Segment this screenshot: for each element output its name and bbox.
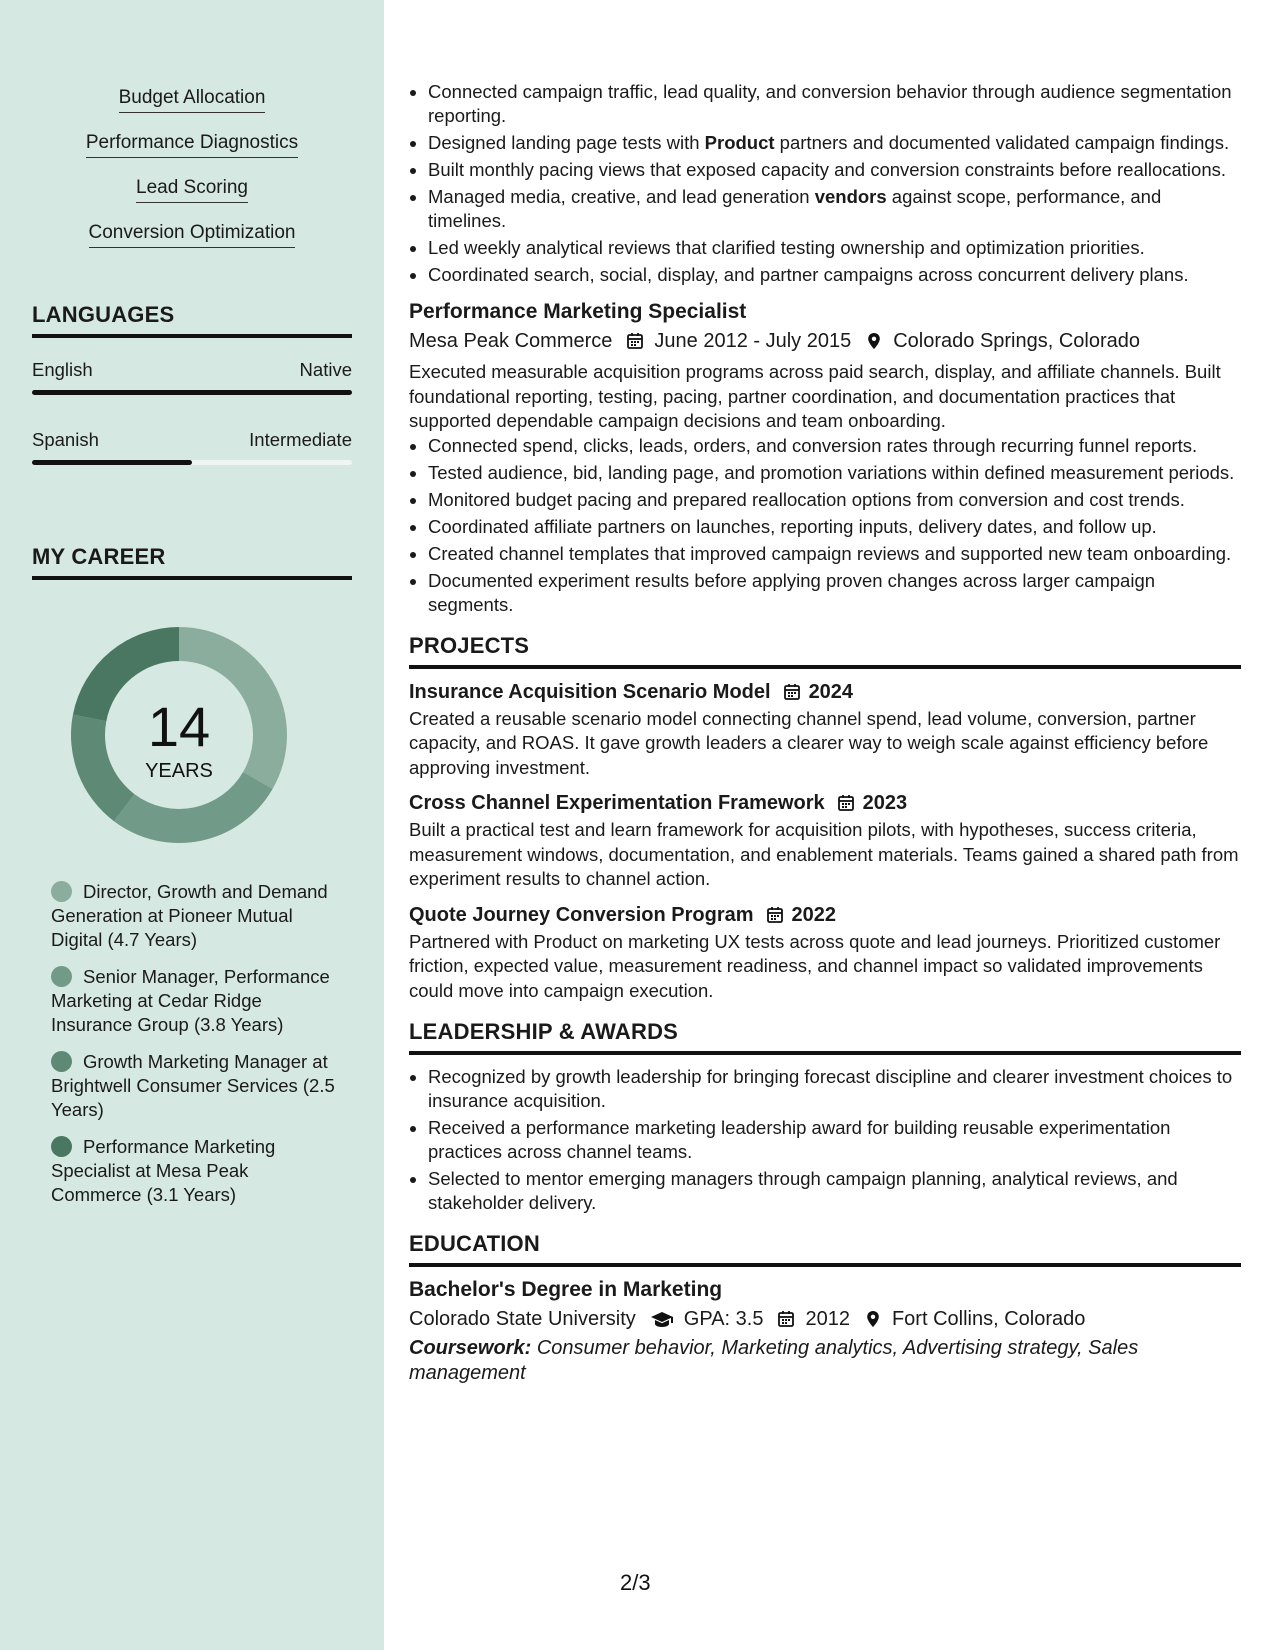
language-bar [32,390,352,395]
job-dates: June 2012 - July 2015 [654,330,852,352]
calendar-icon [837,794,855,812]
sidebar [0,0,384,1650]
legend-dot [51,966,72,987]
project-item [409,902,1241,1004]
coursework-label: Coursework: [409,1337,532,1359]
location-pin-icon [864,1310,882,1328]
project-description: Built a practical test and learn framework for acquisition pilots, with hypotheses, success criteria, measurement windows, documentation, and enablement materials. Teams gained a shared path from experiment results to channel action. [409,819,1239,889]
previous-job-bullets [409,80,1241,287]
bullet-item: • Coordinated affiliate partners on launches, reporting inputs, delivery dates, and follow up. [428,515,1241,539]
legend-dot [51,1136,72,1157]
career-legend-item: Performance Marketing Specialist at Mesa Peak Commerce (3.1 Years) [51,1136,276,1205]
bullet-item: • Created channel templates that improved campaign reviews and supported new team onboarding. [428,542,1241,566]
education-coursework [409,1336,1241,1386]
language-name: Spanish [32,429,99,450]
career-heading: MY CAREER [32,544,352,580]
page-number: 2/3 [620,1570,651,1595]
language-bar [32,460,352,465]
language-level: Intermediate [249,429,352,450]
education-school: Colorado State University [409,1308,636,1330]
project-year: 2022 [791,903,837,926]
education-degree: Bachelor's Degree in Marketing [409,1278,723,1301]
language-spanish [32,428,352,465]
education-year: 2012 [805,1308,850,1330]
career-donut-segment [71,715,134,822]
job-meta [409,328,1241,354]
language-bar-fill [32,460,192,465]
award-item: • Selected to mentor emerging managers through campaign planning, analytical reviews, and stakeholder delivery. [428,1167,1241,1215]
projects-heading: PROJECTS [409,633,1241,669]
education-gpa: GPA: 3.5 [683,1308,764,1330]
job-company: Mesa Peak Commerce [409,330,613,352]
languages-heading: LANGUAGES [32,302,352,338]
language-bar-fill [32,390,352,395]
coursework-text: Consumer behavior, Marketing analytics, Advertising strategy, Sales management [409,1337,1139,1384]
bullet-item: • Managed media, creative, and lead generation vendors against scope, performance, and timelines. [428,185,1241,233]
skill-item: Performance Diagnostics [0,131,384,176]
skill-item: Conversion Optimization [0,221,384,266]
location-pin-icon [865,332,883,350]
job-title: Performance Marketing Specialist [409,300,747,323]
calendar-icon [777,1310,795,1328]
career-legend-item: Senior Manager, Performance Marketing at Cedar Ridge Insurance Group (3.8 Years) [51,966,330,1035]
career-legend-item: Growth Marketing Manager at Brightwell Consumer Services (2.5 Years) [51,1051,335,1120]
bullet-item: • Tested audience, bid, landing page, and promotion variations within defined measurement periods. [428,461,1241,485]
bullet-item: • Led weekly analytical reviews that clarified testing ownership and optimization priorities. [428,236,1241,260]
language-name: English [32,359,93,380]
project-description: Created a reusable scenario model connecting channel spend, lead volume, conversion, partner capacity, and ROAS. It gave growth leaders a clearer way to weigh scale against efficiency before approving investment. [409,707,1209,778]
language-english [32,358,352,395]
skills-list [0,86,384,266]
career-legend [51,880,341,1220]
job-bullets [409,434,1241,617]
project-title: Quote Journey Conversion Program [409,903,754,926]
career-total-unit: YEARS [145,760,213,782]
career-donut-chart [64,620,294,850]
bullet-item: • Built monthly pacing views that exposed capacity and conversion constraints before reallocations. [428,158,1241,182]
project-description: Partnered with Product on marketing UX tests across quote and lead journeys. Prioritized customer friction, expected value, measurement readiness, and channel impact so validated improvements could move into campaign execution. [409,930,1221,1001]
legend-dot [51,881,72,902]
project-item [409,790,1241,892]
project-title: Cross Channel Experimentation Framework [409,792,825,814]
education-meta [409,1306,1241,1332]
skill-item: Budget Allocation [0,86,384,131]
project-year: 2023 [862,792,908,814]
calendar-icon [626,332,644,350]
calendar-icon [783,683,801,701]
calendar-icon [766,906,784,924]
legend-dot [51,1051,72,1072]
language-level: Native [299,359,352,380]
bullet-item: • Designed landing page tests with Product partners and documented validated campaign findings. [428,131,1241,155]
education-location: Fort Collins, Colorado [891,1308,1086,1330]
award-item: • Received a performance marketing leadership award for building reusable experimentation practices across channel teams. [428,1116,1241,1164]
skill-item: Lead Scoring [0,176,384,221]
bullet-item: • Connected campaign traffic, lead quality, and conversion behavior through audience segmentation reporting. [428,80,1241,128]
career-legend-item: Director, Growth and Demand Generation at Pioneer Mutual Digital (4.7 Years) [51,881,328,950]
award-item: • Recognized by growth leadership for bringing forecast discipline and clearer investment choices to insurance acquisition. [428,1065,1241,1113]
career-donut-segment [114,772,273,843]
graduation-cap-icon [650,1310,674,1328]
project-item [409,679,1241,781]
project-title: Insurance Acquisition Scenario Model [409,680,771,703]
bullet-item: • Connected spend, clicks, leads, orders, and conversion rates through recurring funnel reports. [428,434,1241,458]
job-summary: Executed measurable acquisition programs across paid search, display, and affiliate channels. Built foundational reporting, testing, pacing, partner coordination, and documentation practices that supported dependable campaign decisions and team onboarding. [409,361,1221,431]
education-heading: EDUCATION [409,1231,1241,1267]
awards-list [409,1065,1241,1215]
bullet-item: • Documented experiment results before applying proven changes across larger campaign segments. [428,569,1241,617]
project-year: 2024 [808,680,854,703]
job-location: Colorado Springs, Colorado [893,330,1141,352]
bullet-item: • Coordinated search, social, display, and partner campaigns across concurrent delivery plans. [428,263,1241,287]
main-content [409,80,1241,1386]
bullet-item: • Monitored budget pacing and prepared reallocation options from conversion and cost trends. [428,488,1241,512]
awards-heading: LEADERSHIP & AWARDS [409,1019,1241,1055]
career-total-years: 14 [147,695,211,758]
